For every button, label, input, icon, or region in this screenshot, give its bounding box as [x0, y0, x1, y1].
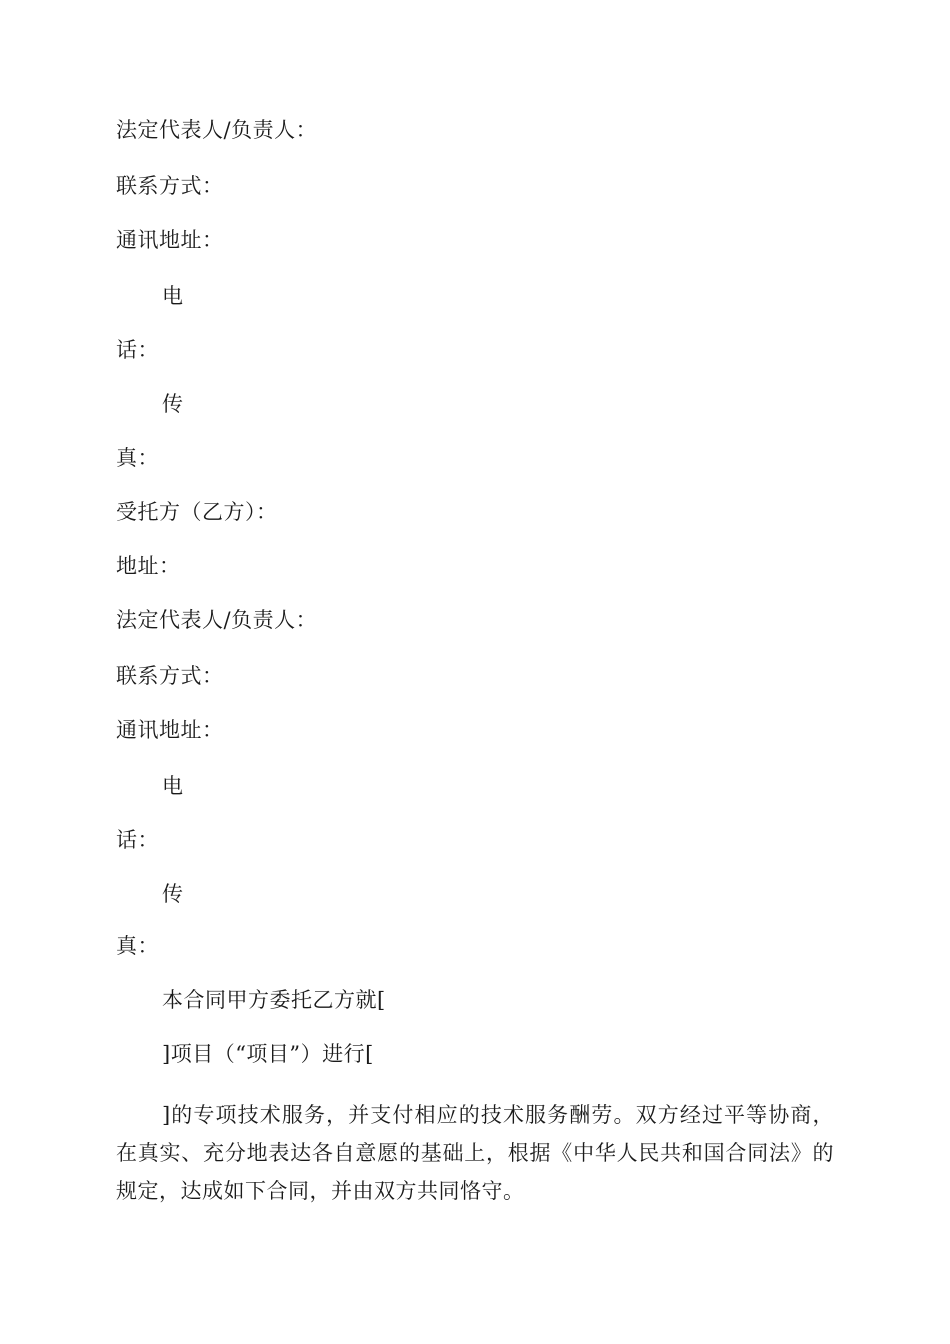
- contract-intro-line-2: ]项目（“项目”）进行[: [162, 1042, 374, 1066]
- party-b-phone-label-part1: 电: [162, 774, 184, 798]
- party-b-contact-label: 联系方式：: [116, 664, 224, 688]
- party-a-phone-label-part1: 电: [162, 284, 184, 308]
- party-a-legal-rep-label: 法定代表人/负责人：: [116, 118, 318, 142]
- party-a-fax-label-part2: 真：: [116, 446, 159, 470]
- party-b-fax-label-part2: 真：: [116, 934, 159, 958]
- contract-intro-paragraph: ]的专项技术服务，并支付相应的技术服务酬劳。双方经过平等协商，在真实、充分地表达各自意愿的基础上，根据《中华人民共和国合同法》的规定，达成如下合同，并由双方共同恪守。: [116, 1103, 834, 1203]
- party-a-phone-label-part2: 话：: [116, 338, 159, 362]
- party-b-phone-label-part2: 话：: [116, 828, 159, 852]
- party-b-legal-rep-label: 法定代表人/负责人：: [116, 608, 318, 632]
- party-a-contact-label: 联系方式：: [116, 174, 224, 198]
- party-a-fax-label-part1: 传: [162, 392, 184, 416]
- party-b-fax-label-part1: 传: [162, 882, 184, 906]
- party-b-title: 受托方（乙方）：: [116, 500, 278, 524]
- party-b-address-label: 通讯地址：: [116, 718, 224, 742]
- contract-intro-line-1: 本合同甲方委托乙方就[: [162, 988, 386, 1012]
- party-a-address-label: 通讯地址：: [116, 228, 224, 252]
- party-b-addr-label: 地址：: [116, 554, 181, 578]
